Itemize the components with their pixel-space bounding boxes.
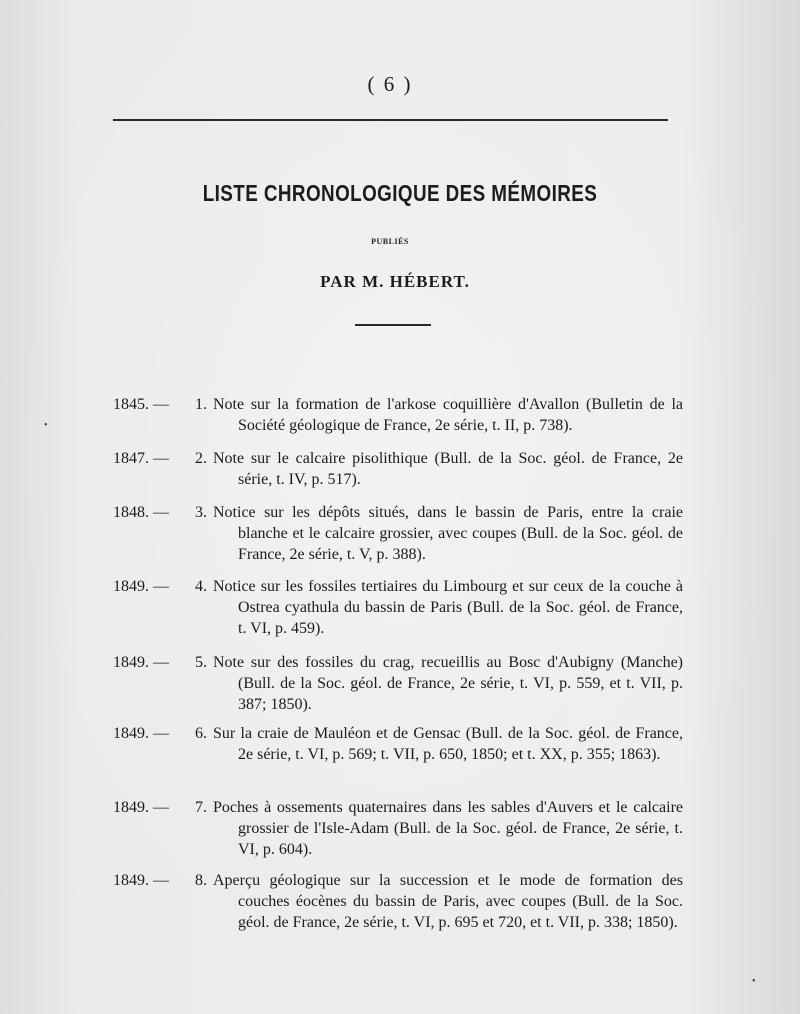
- entry-text: Note sur le calcaire pisolithique (Bull. de la Soc. géol. de France, 2e série, t. IV, p. 517).: [213, 450, 683, 488]
- entry-text: Notice sur les dépôts situés, dans le bassin de Paris, entre la craie blanche et le calcaire grossier, avec coupes (Bull. de la Soc. géol. de France, 2e série, t. V, p. 388).: [213, 504, 683, 563]
- entry-year: 1849. —: [113, 578, 169, 595]
- header-rule: [113, 119, 668, 121]
- title-rule: [355, 324, 431, 326]
- entry-text: Note sur la formation de l'arkose coquillière d'Avallon (Bulletin de la Société géologique de France, 2e série, t. II, p. 738).: [213, 396, 683, 434]
- entry-year: 1845. —: [113, 396, 169, 413]
- entry-number: 4.: [195, 578, 207, 595]
- entry-text: Poches à ossements quaternaires dans les sables d'Auvers et le calcaire grossier de l'Isle-Adam (Bull. de la Soc. géol. de France, 2e série, t. VI, p. 604).: [213, 799, 683, 858]
- entry-text: Note sur des fossiles du crag, recueillis au Bosc d'Aubigny (Manche) (Bull. de la Soc. géol. de France, 2e série, t. VI, p. 559, et t. VII, p. 387; 1850).: [213, 654, 683, 713]
- ink-speck: •: [752, 976, 756, 987]
- list-item: [113, 448, 683, 490]
- entry-number: 8.: [195, 872, 207, 889]
- entry-number: 2.: [195, 450, 207, 467]
- list-item: [113, 652, 683, 715]
- entry-number: 5.: [195, 654, 207, 671]
- entry-text: Aperçu géologique sur la succession et le mode de formation des couches éocènes du bassin de Paris, avec coupes (Bull. de la Soc. géol. de France, 2e série, t. VI, p. 695 et 720, et t. VII, p. 338; 1850).: [213, 872, 683, 931]
- page-number: ( 6 ): [367, 72, 413, 96]
- ink-speck: •: [44, 420, 48, 431]
- entry-number: 3.: [195, 504, 207, 521]
- entry-year: 1848. —: [113, 504, 169, 521]
- list-item: [113, 394, 683, 436]
- list-item: [113, 723, 683, 765]
- page-subtitle: PUBLIÉS: [371, 237, 409, 246]
- entry-text: Notice sur les fossiles tertiaires du Limbourg et sur ceux de la couche à Ostrea cyathula du bassin de Paris (Bull. de la Soc. géol. de France, t. VI, p. 459).: [213, 578, 683, 637]
- entry-year: 1849. —: [113, 872, 169, 889]
- list-item: [113, 502, 683, 565]
- author-line: PAR M. HÉBERT.: [320, 272, 470, 291]
- entry-year: 1849. —: [113, 654, 169, 671]
- list-item: [113, 870, 683, 933]
- entry-number: 6.: [195, 725, 207, 742]
- entry-year: 1847. —: [113, 450, 169, 467]
- entry-year: 1849. —: [113, 725, 169, 742]
- page-title: LISTE CHRONOLOGIQUE DES MÉMOIRES: [202, 180, 598, 206]
- entry-year: 1849. —: [113, 799, 169, 816]
- entry-number: 7.: [195, 799, 207, 816]
- list-item: [113, 797, 683, 860]
- entry-number: 1.: [195, 396, 207, 413]
- list-item: [113, 576, 683, 639]
- entry-text: Sur la craie de Mauléon et de Gensac (Bull. de la Soc. géol. de France, 2e série, t. VI, p. 569; t. VII, p. 650, 1850; et t. XX, p. 355; 1863).: [213, 725, 683, 763]
